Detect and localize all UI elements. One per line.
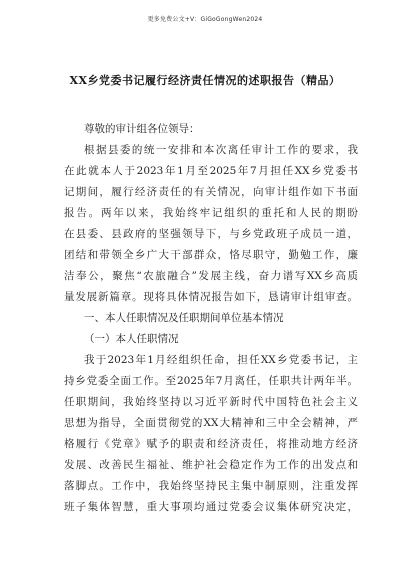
paragraph-line: 团结和带领全乡广大干部群众，恪尽职守，勤勉工作，廉 bbox=[64, 249, 358, 261]
paragraph-line: 在此就本人于2023年1月至2025年7月担任XX乡党委书 bbox=[64, 165, 358, 177]
paragraph-line: 根据县委的统一安排和本次离任审计工作的要求，我 bbox=[84, 144, 358, 156]
paragraph-line: 我于2023年1月经组织任命，担任XX乡党委书记，主 bbox=[84, 354, 358, 366]
document-body bbox=[64, 119, 358, 518]
paragraph-line: 量发展新篇章。现将具体情况报告如下，恳请审计组审查。 bbox=[64, 291, 358, 303]
paragraph-line: 洁奉公，聚焦“农旅融合”发展主线，奋力谱写XX乡高质 bbox=[64, 270, 358, 282]
document-title: XX乡党委书记履行经济责任情况的述职报告（精品） bbox=[69, 74, 341, 87]
paragraph-line: 持乡党委全面工作。至2025年7月离任，任职共计两年半。 bbox=[64, 375, 358, 387]
greeting: 尊敬的审计组各位领导： bbox=[84, 123, 200, 135]
paragraph-line: 落脚点。工作中，我始终坚持民主集中制原则，注重发挥 bbox=[64, 480, 358, 492]
paragraph-line: 报告。两年以来，我始终牢记组织的重托和人民的期盼 bbox=[64, 207, 358, 219]
paragraph-line: 任职期间，我始终坚持以习近平新时代中国特色社会主义 bbox=[64, 396, 358, 408]
paragraph-line: 格履行《党章》赋予的职责和经济责任，将推动地方经济 bbox=[64, 438, 358, 450]
paragraph-line: 思想为指导，全面贯彻党的XX大精神和三中全会精神，严 bbox=[64, 417, 358, 429]
subsection-heading: （一）本人任职情况 bbox=[84, 333, 179, 345]
header-note: 更多免费公文+V：GiGoGongWen2024 bbox=[147, 16, 263, 23]
paragraph-line: 班子集体智慧，重大事项均通过党委会议集体研究决定， bbox=[64, 501, 358, 513]
paragraph-line: 记期间，履行经济责任的有关情况，向审计组作如下书面 bbox=[64, 186, 358, 198]
paragraph-line: 发展、改善民生福祉、维护社会稳定作为工作的出发点和 bbox=[64, 459, 358, 471]
section-heading: 一、本人任职情况及任职期间单位基本情况 bbox=[84, 312, 284, 324]
paragraph-line: 在县委、县政府的坚强领导下，与乡党政班子成员一道， bbox=[64, 228, 358, 240]
